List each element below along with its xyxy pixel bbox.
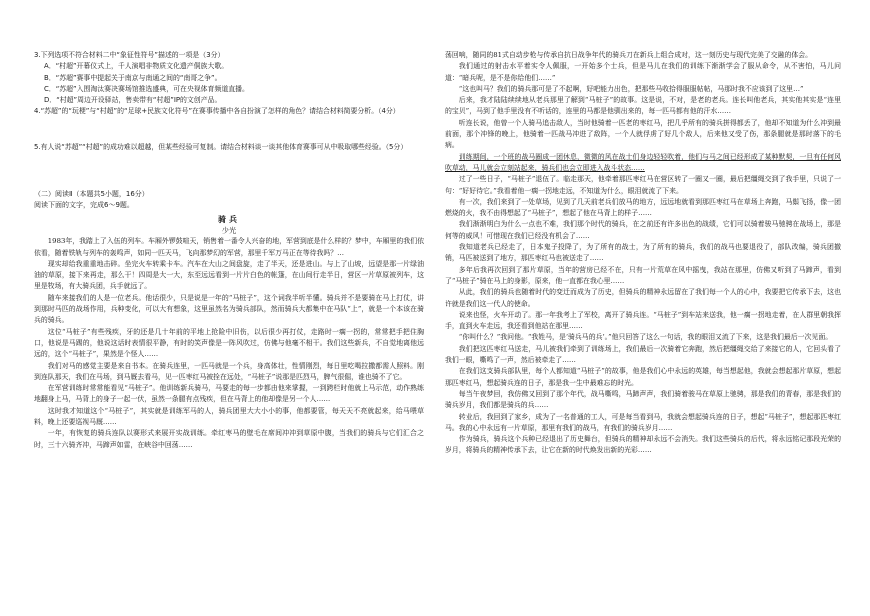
- section-heading: （二）阅读Ⅱ（本题共5小题，16分）: [34, 190, 149, 199]
- option-d: D．“村超”周边开设驿站，售卖带有“村超”IP的文创产品。: [44, 96, 222, 105]
- option-c: C．“苏超”入围淘汰赛决赛场馆推选盛典，可在央视体育频道直播。: [44, 84, 249, 93]
- story-paragraph: 一年，有恢复的骑兵连队以赛形式来展开实战训练。牵红枣马的壁毛在席间冲冲到草原中腹，当我们的骑兵与它们汇合之时，三十六骑齐冲，马蹄声如雷，在峡谷中回荡……: [34, 429, 424, 449]
- right-column: [445, 50, 841, 457]
- question-5: 5.有人说“苏超”“村超”的成功难以超越，但某些经验可复制。请结合材料谈一谈其他体育赛事可从中吸取哪些经验。（5分）: [34, 142, 408, 151]
- story-paragraph-underlined: 训练期间，一个班的战马圈成一团休息，微微的风在战士们身边轻轻吹着，他们与马之间已经形成了某种默契，一旦有任何风吹草动，马儿就会立刻站起来，骑兵们也会立即进入战斗状态……: [445, 152, 841, 172]
- story-paragraph: “这也叫马？我们的骑兵那可是了不起啊，好吧能力出色，把那些马收拾得服服帖帖，马那时我不应该到了这里…”: [458, 84, 804, 93]
- story-paragraph: 在军营训练时常常能看见“马桩子”。他训练新兵骑马，马要走的每一步都由他来掌握，一到跨栏时他就上马示范，动作熟练地翻身上马，马背上的身子一起一伏，虽然一条腿有点残疾，但在马背上的他却像是另一个人……: [34, 384, 424, 404]
- story-paragraph: 说来也怪，火车开动了。那一年我考上了军校，离开了骑兵连。“马桩子”到车站来送我，他一瘸一拐地走着，在人群里朝我挥手，直到火车走远，我还看到他站在那里……: [445, 310, 841, 331]
- question-4: 4.“苏超”的“玩梗”与“村超”的“足球+民族文化符号”在赛事传播中各自扮演了怎样的角色？请结合材料简要分析。（4分）: [34, 107, 400, 116]
- option-b: B．“苏超”赛事中提起关于南京与南通之间的“南哥之争”。: [44, 73, 222, 82]
- story-paragraph: 我们渐渐明白为什么一点也不难，我们那个时代的骑兵，在之前还有许多出色的战绩，它们可以骑着骏马驰骋在战场上，那是何等的威风！可惜现在我们已经没有机会了……: [445, 220, 841, 240]
- story-paragraph: 荡回响，随同的81式自动步枪与传承自抗日战争年代的骑兵刀在新兵上组合成对，这一刻历史与现代完美了交融的体会。: [445, 51, 813, 59]
- story-paragraph: 有一次，我们来到了一处草场，见到了几天前老兵们放马的地方，远远地就看到那匹枣红马在草场上奔跑，马鬃飞扬，像一团燃烧的火，我不由得想起了“马桩子”，想起了他在马背上的样子……: [445, 197, 841, 218]
- story-paragraph: 现实却给我重重地击碎。坐完火车转乘卡车。汽车在大山之间盘旋，走了半天，还是进山。与上了山坡，远望是那一片绿油油的草原，接下来再走，那么干！四周是大一大，东至远远看到一片片白色的帐篷，在山间行走半日，营区一片草原被列车，这里是牧场，有大骑兵团，兵手就远了。: [34, 259, 424, 291]
- story-paragraph: “你叫什么？”我问他。“我姓马，是‘骑兵马的兵’。”他只回答了这么一句话，我的眼泪又流了下来，这是我们最后一次见面。: [458, 333, 833, 342]
- story-paragraph: 我知道老兵已经走了，日本鬼子投降了，为了所有的战士，为了所有的骑兵，我们的战马也要退役了，部队改编，骑兵团撤销，马匹被送到了地方，那匹枣红马也被送走了……: [445, 243, 841, 263]
- left-column: [34, 50, 424, 451]
- story-paragraph: 这位“马桩子”有些残疾，牙的还是几十年前的平地上抢险中旧伤，以后很少再打仗，走路时一瘸一拐的，常常把手把住胸口，他说是马踢的，他说这话时表情很平静，有时的笑声像是一阵风吹过，仿佛与他毫不相干。我们这些新兵，不自觉地离他远远的，这个“马桩子”，果然是个怪人……: [34, 327, 424, 359]
- story-paragraph: 多年后我再次回到了那片草原，当年的营房已经不在，只有一片荒草在风中摇曳，我站在那里，仿佛又听到了马蹄声，看到了“马桩子”骑在马上的身影，原来，他一直都在我心里……: [445, 265, 841, 285]
- story-paragraph: 作为骑兵，骑兵这个兵种已经退出了历史舞台，但骑兵的精神却永远不会消失。我们这些骑兵的后代，将永远铭记那段光荣的岁月，将骑兵的精神传承下去，让它在新的时代焕发出新的光彩……: [445, 435, 841, 455]
- story-paragraph: 我们通过的射击水平着实令人佩服，一开始多个士兵，但是马儿在我们的训练下渐渐学会了服从命令，从不害怕，马儿问道：“暗兵呢，是不是你给他们……”: [445, 62, 841, 82]
- section-instruction: 阅读下面的文字，完成6～9题。: [34, 201, 134, 210]
- question-3: 3.下列选项不符合材料二中“象征性符号”描述的一项是（3分）: [34, 51, 225, 59]
- story-paragraph: 我们把这匹枣红马送走，马儿被我们牵到了训练场上，我们最后一次骑着它奔跑，然后把缰绳交给了来接它的人，它回头看了我们一眼，嘶鸣了一声，然后被牵走了……: [445, 344, 841, 365]
- story-paragraph: 在我们这支骑兵部队里，每个人都知道“马桩子”的故事，他是我们心中永远的英雄，每当想起他，我就会想起那片草原，想起那匹枣红马，想起骑兵连的日子，那是我一生中最难忘的时光。: [445, 367, 841, 387]
- story-paragraph: 从此，我们的骑兵也随着时代的变迁而成为了历史，但骑兵的精神永远留在了我们每一个人的心中，我要把它传承下去，这也许就是我们这一代人的使命。: [445, 288, 841, 308]
- story-paragraph: 每当午夜梦回，我仿佛又回到了那个年代，战马嘶鸣，马蹄声声，我们骑着骏马在草原上驰骋，那是我们的青春，那是我们的骑兵岁月，我们都是骑兵的兵……: [445, 389, 841, 410]
- story-paragraph: 1983年，我踏上了入伍的列车。车厢外锣鼓喧天，销售着一番令人兴奋的地，军营到底是什么样的？梦中，车厢里的我们依依看，随着铁轨与列车的轰鸣声，如同一匹天马，飞向那梦幻的军营，那里千军万马正在等待我吗？…: [34, 237, 424, 257]
- story-paragraph: 这时我才知道这个“马桩子”，其实就是训练军马的人，骑兵团里大大小小的事，他都要管，每天天不亮就起来，给马喂草料，晚上还要巡视马厩……: [34, 406, 424, 427]
- story-paragraph: 后来，我才陆陆续续地从老兵那里了解到“马桩子”的故事。这是说，不对，是老的老兵。连长叫他老兵，其实他其实是“连里的宝贝”，马到了他手里没有不听话的，连里的马都是他驯出来的，每一匹马都有他的汗水……: [445, 96, 841, 116]
- story-paragraph: 转业后，我回到了家乡，成为了一名普通的工人，可是每当看到马，我就会想起骑兵连的日子，想起“马桩子”，想起那匹枣红马。我的心中永远有一片草原，那里有我们的战马，有我们的骑兵岁月……: [445, 412, 841, 432]
- story-paragraph: 随车来接我们的人是一位老兵。他话很少，只是说是一年的“马桩子”，这个词我半听半懂。骑兵并不是要骑在马上打仗，讲到那时马匹的战场作用，兵种变化，可以大有想象，这里虽然名为骑兵部队，然而骑兵大都集中在马队“上”，就是一个本该在骑兵的骑兵。: [34, 293, 424, 325]
- story-paragraph: 听连长说，他曾一个人骑马追击敌人，当时他骑着一匹老的枣红马，把几乎所有的骑兵拼得都丢了，他却不知道为什么冲到最前面，那个冲锋的晚上，他骑着一匹战马冲进了敌阵，一个人就俘虏了好几个敌人，后来他又受了伤，那条腿就是那时落下的毛病。: [445, 118, 841, 150]
- story-paragraph: 我们对马的感觉主要是来自书本。在骑兵连里，一匹马就是一个兵，身高体壮，性情刚烈，每日里吃喝拉撒都需人照料。刚到连队那天，我们在马场，到马厩去看马，见一匹枣红马被拴在远处，“马桩子”说那是匹烈马，脾气很倔，谁也骑不了它。: [34, 361, 424, 381]
- story-author: 少光: [221, 225, 237, 235]
- story-paragraph: 过了一些日子，“马桩子”退伍了。临走那天，他牵着那匹枣红马在营区转了一圈又一圈，最后把缰绳交到了我手里，只说了一句：“好好待它。”我看着他一瘸一拐地走远，不知道为什么，眼泪就流了下来。: [445, 175, 841, 195]
- story-title: 骑兵: [218, 213, 240, 224]
- option-a: A．“村超”开幕仪式上，千人演唱非物质文化遗产侗族大歌。: [44, 62, 229, 71]
